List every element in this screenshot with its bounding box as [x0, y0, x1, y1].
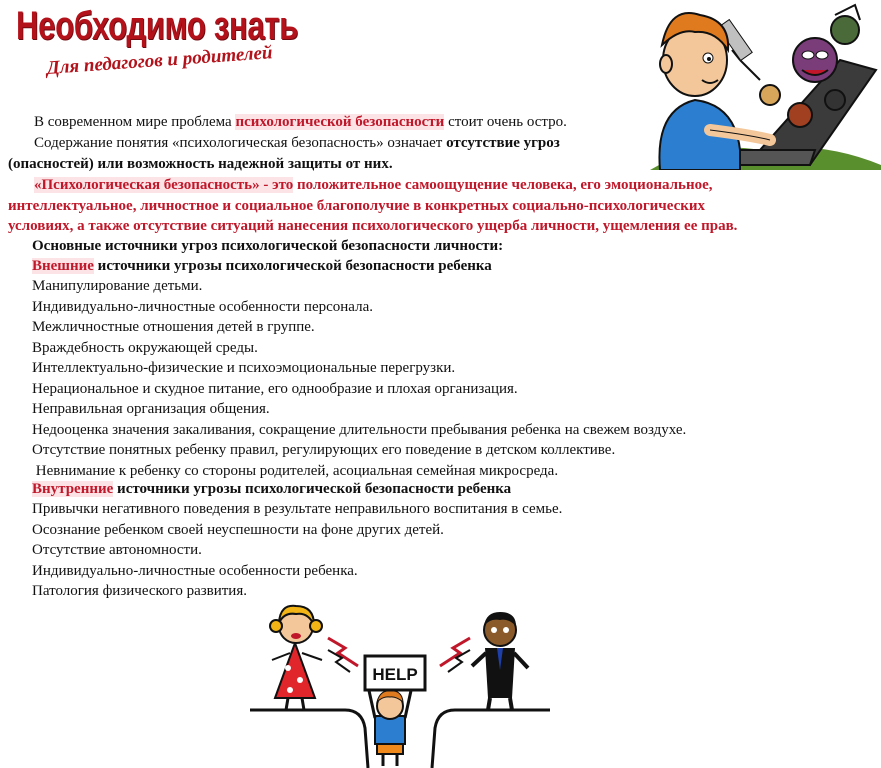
internal-heading [32, 480, 511, 499]
list-item: Отсутствие понятных ребенку правил, регулирующих его поведение в детском коллективе. [32, 442, 616, 458]
intro-highlight: психологической безопасности [235, 114, 445, 130]
list-item: Индивидуально-личностные особенности ребенка. [32, 562, 358, 579]
list-item: Интеллектуально-физические и психоэмоциональные перегрузки. [32, 360, 456, 376]
help-child-illustration [250, 598, 550, 768]
list-item: Враждебность окружающей среды. [32, 339, 258, 356]
list-item: Манипулирование детьми. [32, 278, 203, 294]
external-heading-text: источники угрозы психологической безопасности ребенка [93, 258, 492, 274]
intro-line-2 [34, 134, 560, 153]
internal-list [32, 499, 562, 602]
list-item: Недооценка значения закаливания, сокращение длительности пребывания ребенка на свежем воздухе. [32, 421, 687, 438]
help-sign-text: HELP [372, 665, 418, 684]
internal-label: Внутренние [32, 481, 114, 497]
list-item: Патология физического развития. [32, 583, 247, 599]
intro-line-3: (опасностей) или возможность надежной защиты от них. [8, 156, 393, 172]
list-item: Невнимание к ребенку со стороны родителей, асоциальная семейная микросреда. [32, 462, 559, 479]
page-subtitle: Для педагогов и родителей [46, 42, 274, 79]
external-heading [32, 257, 492, 276]
external-label: Внешние [32, 258, 94, 274]
intro-bold: отсутствие угроз [446, 135, 560, 151]
list-item: Отсутствие автономности. [32, 542, 202, 558]
list-item: Межличностные отношения детей в группе. [32, 319, 315, 335]
sources-heading: Основные источники угроз психологической безопасности личности: [32, 238, 504, 254]
intro-text: В современном мире проблема [34, 114, 236, 130]
intro-text-end: стоит очень остро. [444, 114, 567, 130]
external-list [32, 276, 686, 481]
list-item: Привычки негативного поведения в результате неправильного воспитания в семье. [32, 501, 563, 517]
internal-heading-text: источники угрозы психологической безопасности ребенка [113, 481, 512, 497]
list-item: Нерациональное и скудное питание, его однообразие и плохая организация. [32, 380, 518, 397]
boy-at-computer-illustration [640, 0, 881, 170]
list-item: Неправильная организация общения. [32, 401, 270, 417]
list-item: Индивидуально-личностные особенности персонала. [32, 298, 373, 315]
intro-line-1 [34, 113, 567, 132]
page-title: Необходимо знать [16, 4, 298, 48]
list-item: Осознание ребенком своей неуспешности на фоне других детей. [32, 521, 444, 538]
definition-text: положительное самоощущение человека, его эмоциональное, [293, 177, 713, 193]
definition-term: «Психологическая безопасность» - это [34, 177, 294, 193]
definition-line-2: интеллектуальное, личностное и социальное благополучие в конкретных социально-психологических [8, 198, 706, 214]
definition-line-1 [34, 176, 713, 195]
intro-text: Содержание понятия «психологическая безопасность» означает [34, 135, 447, 151]
definition-line-3: условиях, а также отсутствие ситуаций нанесения психологического ущерба личности, ущемления ее прав. [8, 218, 738, 234]
